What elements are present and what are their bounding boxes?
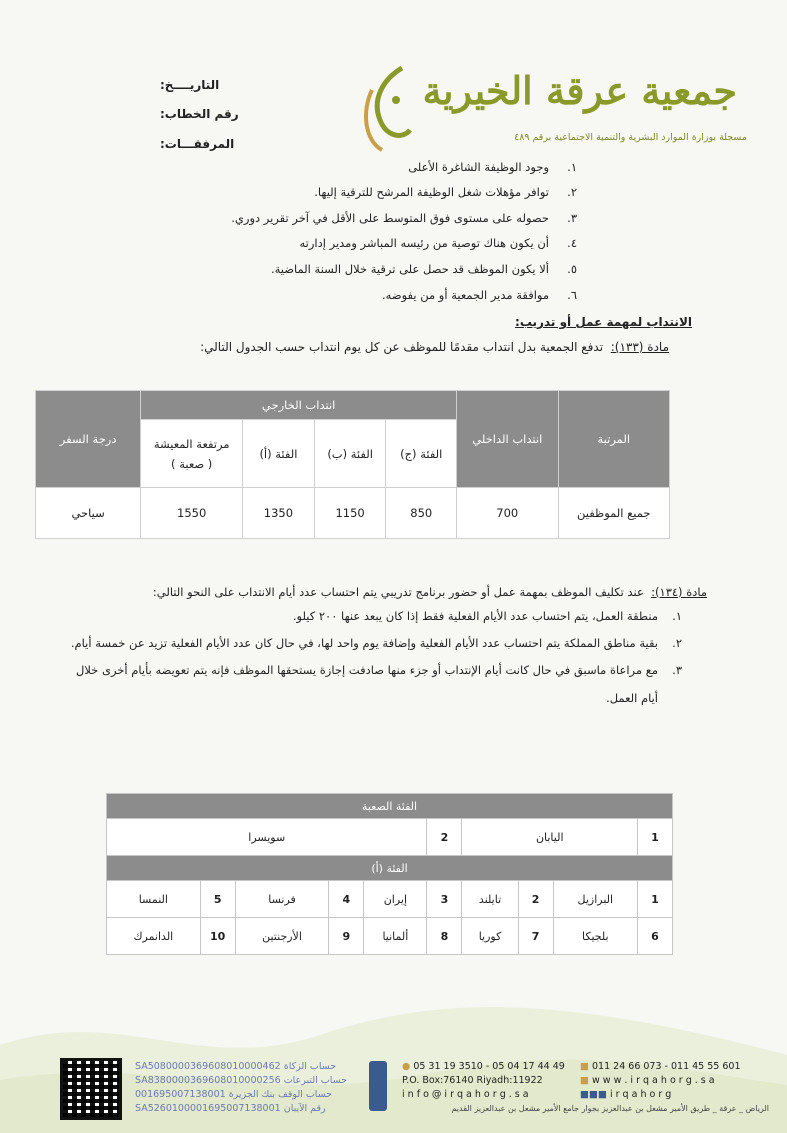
cat-a-header: الفئة (أ): [243, 420, 315, 488]
country-name: إيران: [364, 881, 427, 918]
phone-icon: ■: [580, 1061, 589, 1072]
section-title: الانتداب لمهمة عمل أو تدريب:: [515, 315, 692, 329]
list-item: ٤.أن يكون هناك توصية من رئيسه المباشر ومدير إدارته: [299, 236, 577, 250]
phone-numbers: ■ 011 24 66 073 - 011 45 55 601: [580, 1061, 741, 1072]
country-name: الأرجنتين: [235, 918, 329, 955]
row-high-cost: 1550: [141, 488, 243, 539]
row-rank: جميع الموظفين: [558, 488, 669, 539]
list-item: ٣.حصوله على مستوى فوق المتوسط على الأقل في آخر تقرير دوري.: [231, 211, 577, 225]
account-donations: SA8380000369608010000256 حساب التبرعات: [135, 1075, 347, 1086]
country-name: سويسرا: [107, 819, 427, 856]
po-box: P.O. Box:76140 Riyadh:11922: [402, 1075, 543, 1086]
country-name: اليابان: [462, 819, 638, 856]
account-waqf: 001695007138001 حساب الوقف بنك الجزيرة: [135, 1089, 333, 1100]
country-name: الدانمرك: [107, 918, 201, 955]
globe-icon: ■: [580, 1075, 589, 1086]
country-num: 4: [329, 881, 364, 918]
address: الرياض _ عرقة _ طريق الأمير مشعل بن عبدالعزيز بجوار جامع الأمير مشعل بن عبدالعزيز القديم: [451, 1104, 769, 1113]
country-num: 10: [200, 918, 235, 955]
country-name: كوريا: [462, 918, 518, 955]
account-zakat: SA5080000369608010000462 حساب الزكاة: [135, 1061, 337, 1072]
cat-c-header: الفئة (ج): [386, 420, 457, 488]
list-item: ٦.موافقة مدير الجمعية أو من يفوضه.: [382, 288, 577, 302]
cat-b-header: الفئة (ب): [314, 420, 386, 488]
qr-code-icon: [60, 1058, 122, 1120]
sanad-logo-icon: [352, 60, 422, 160]
list-item: ٢.بقية مناطق المملكة يتم احتساب عدد الأيام الفعلية وإضافة يوم واحد لها، في حال كان عدد الأيام الفعلية تزيد عن خمسة أيام.: [70, 636, 682, 650]
country-name: فرنسا: [235, 881, 329, 918]
account-iban: SA5260100001695007138001 رقم الآيبان: [135, 1103, 326, 1114]
attachments-label: المرفقـــات:: [160, 137, 235, 151]
country-num: 3: [427, 881, 462, 918]
article-133: مادة (١٣٣): تدفع الجمعية بدل انتداب مقدمًا للموظف عن كل يوم انتداب حسب الجدول التالي:: [200, 340, 669, 354]
bank-icon: [369, 1061, 387, 1111]
row-cat-b: 1150: [314, 488, 386, 539]
list-item: ٢.توافر مؤهلات شغل الوظيفة المرشح للترقية إليها.: [314, 185, 577, 199]
country-num: 1: [638, 819, 673, 856]
row-travel-class: سياحي: [36, 488, 141, 539]
country-num: 2: [518, 881, 553, 918]
list-item: ٣.مع مراعاة ماسبق في حال كانت أيام الإنتداب أو جزء منها صادفت إجازة يستحقها الموظف فإنه يتم تعويضه بأيام أخرى خلال: [75, 663, 682, 677]
mobile-numbers: ● 05 31 19 3510 - 05 04 17 44 49: [402, 1061, 565, 1072]
row-cat-c: 850: [386, 488, 457, 539]
country-num: 5: [200, 881, 235, 918]
country-name: تايلند: [462, 881, 518, 918]
country-name: بلجيكا: [553, 918, 637, 955]
org-subtitle: مسجلة بوزارة الموارد البشرية والتنمية الاجتماعية برقم ٤٨٩: [514, 132, 747, 143]
countries-table: [106, 793, 673, 955]
list-item-continuation: أيام العمل.: [606, 691, 658, 705]
country-num: 2: [427, 819, 462, 856]
internal-header: انتداب الداخلي: [457, 391, 558, 488]
travel-class-header: درجة السفر: [36, 391, 141, 488]
row-internal: 700: [457, 488, 558, 539]
website: ■ w w w . i r q a h o r g . s a: [580, 1075, 715, 1086]
country-num: 6: [638, 918, 673, 955]
mobile-icon: ●: [402, 1061, 411, 1072]
country-num: 9: [329, 918, 364, 955]
difficult-category-header: الفئة الصعبة: [107, 794, 673, 819]
rank-header: المرتبة: [558, 391, 669, 488]
country-name: ألمانيا: [364, 918, 427, 955]
country-name: النمسا: [107, 881, 201, 918]
org-logo-text: جمعية عرقة الخيرية: [422, 68, 737, 113]
high-cost-header: مرتفعة المعيشة ( صعبة ): [141, 420, 243, 488]
email: i n f o @ i r q a h o r g . s a: [402, 1089, 529, 1100]
list-item: ١.وجود الوظيفة الشاغرة الأعلى: [408, 160, 577, 174]
list-item: ١.منطقة العمل، يتم احتساب عدد الأيام الفعلية فقط إذا كان يبعد عنها ٢٠٠ كيلو.: [292, 609, 682, 623]
social-icons: ■■■: [580, 1089, 607, 1100]
list-item: ٥.ألا يكون الموظف قد حصل على ترقية خلال السنة الماضية.: [270, 262, 577, 276]
letter-number-label: رقم الخطاب:: [160, 107, 239, 121]
allowance-table: [35, 390, 670, 539]
country-name: البرازيل: [553, 881, 637, 918]
date-label: التاريــــخ:: [160, 78, 220, 92]
social-handle: ■■■ i r q a h o r g: [580, 1089, 672, 1100]
external-header: انتداب الخارجي: [141, 391, 457, 420]
country-num: 7: [518, 918, 553, 955]
country-num: 8: [427, 918, 462, 955]
country-num: 1: [638, 881, 673, 918]
article-134: مادة (١٣٤): عند تكليف الموظف بمهمة عمل أو حضور برنامج تدريبي يتم احتساب عدد أيام الانتداب على النحو التالي:: [152, 585, 707, 599]
cat-a-category-header: الفئة (أ): [107, 856, 673, 881]
row-cat-a: 1350: [243, 488, 315, 539]
